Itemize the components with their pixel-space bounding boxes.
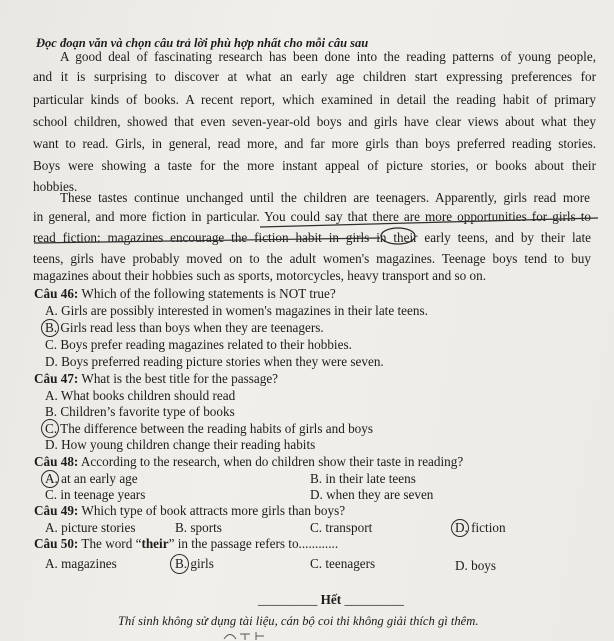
answer-mark-50 — [170, 554, 189, 574]
option-50-d: D. boys — [455, 558, 497, 573]
option-48-b: B. in their late teens — [310, 471, 416, 486]
end-blank-right: _________ — [344, 592, 404, 607]
option-50-b: B. girls — [175, 556, 214, 571]
option-47-a: A. What books children should read — [45, 388, 236, 403]
passage-line: school children, showed that even seven-year-old boys and girls have clear views about what they — [33, 114, 596, 129]
option-46-a: A. Girls are possibly interested in women's magazines in their late teens. — [45, 303, 428, 318]
question-text: What is the best title for the passage? — [81, 371, 279, 386]
option-47-c: C. The difference between the reading habits of girls and boys — [45, 421, 373, 436]
end-mark — [258, 592, 404, 608]
passage-line: in general, and more fiction in particular. You could say that there are more opportunities for girls to — [33, 209, 591, 224]
option-50-c: C. teenagers — [310, 556, 376, 571]
instructions: Đọc đoạn văn và chọn câu trả lời phù hợp nhất cho mỗi câu sau — [36, 36, 369, 50]
handwriting-scribble — [220, 628, 300, 641]
question-46 — [34, 286, 336, 302]
option-50-a: A. magazines — [45, 556, 117, 571]
passage-line: read fiction: magazines encourage the fiction habit in girls in their early teens, and by their late — [33, 230, 591, 245]
passage-line: and it is surprising to discover at what an early age children start expressing preferences for — [33, 69, 596, 84]
option-49-a: A. picture stories — [45, 520, 136, 535]
footer-note: Thí sinh không sử dụng tài liệu, cán bộ coi thi không giải thích gì thêm. — [118, 614, 479, 628]
question-text: According to the research, when do children show their taste in reading? — [80, 454, 464, 469]
option-46-c: C. Boys prefer reading magazines related to their hobbies. — [45, 337, 352, 352]
answer-mark-46 — [41, 319, 59, 337]
question-text: Which of the following statements is NOT true? — [81, 286, 336, 301]
passage-line: magazines about their hobbies such as sports, motorcycles, heavy transport and so on. — [33, 268, 487, 283]
option-47-b: B. Children’s favorite type of books — [45, 404, 235, 419]
end-text: Hết — [320, 592, 342, 607]
end-blank-left: _________ — [258, 592, 318, 607]
option-46-b: B. Girls read less than boys when they are teenagers. — [45, 320, 324, 335]
answer-mark-49 — [451, 519, 469, 537]
passage-line: Boys were showing a taste for the more instant appeal of picture stories, or books about their — [33, 158, 596, 173]
option-49-d: D. fiction — [455, 520, 506, 535]
question-50 — [34, 536, 338, 552]
question-label: Câu 48: — [34, 454, 79, 469]
question-label: Câu 46: — [34, 286, 79, 301]
question-label: Câu 50: — [34, 536, 79, 551]
option-49-c: C. transport — [310, 520, 373, 535]
question-48 — [34, 454, 463, 470]
question-text-after: ” in the passage refers to............ — [168, 536, 339, 551]
question-49 — [34, 503, 345, 519]
question-text-before: The word “ — [81, 536, 142, 551]
question-47 — [34, 371, 278, 387]
option-48-d: D. when they are seven — [310, 487, 434, 502]
option-46-d: D. Boys preferred reading picture stories when they were seven. — [45, 354, 384, 369]
passage-line: want to read. Girls, in general, read more, and far more girls than boys preferred reading stories. — [33, 136, 596, 151]
option-49-b: B. sports — [175, 520, 222, 535]
passage-line: A good deal of fascinating research has been done into the reading patterns of young people, — [60, 49, 596, 64]
question-keyword: their — [141, 536, 169, 551]
question-label: Câu 49: — [34, 503, 79, 518]
passage-line: teens, girls have probably moved on to the adult women's magazines. Teenage boys tend to buy — [33, 251, 591, 266]
option-48-a: A. at an early age — [45, 471, 138, 486]
question-text: Which type of book attracts more girls than boys? — [81, 503, 346, 518]
passage-line: These tastes continue unchanged until the children are teenagers. Apparently, girls read more — [60, 190, 590, 205]
question-label: Câu 47: — [34, 371, 79, 386]
option-47-d: D. How young children change their reading habits — [45, 437, 316, 452]
passage-line: hobbies. — [33, 179, 78, 194]
passage-line: particular kinds of books. A recent report, which examined in detail the reading habit of primary — [33, 92, 596, 107]
option-48-c: C. in teenage years — [45, 487, 146, 502]
answer-mark-47 — [41, 419, 59, 438]
answer-mark-48 — [41, 470, 59, 488]
